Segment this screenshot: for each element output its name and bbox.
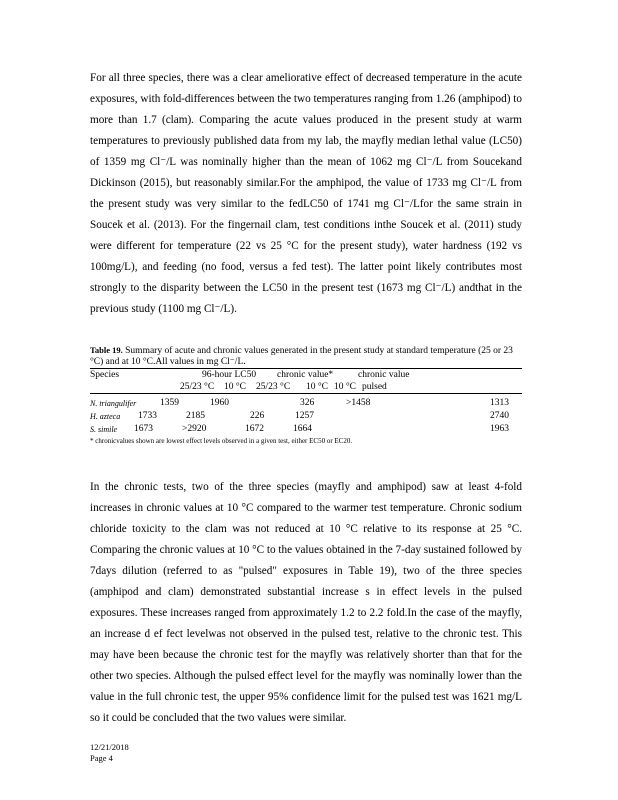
summary-table — [90, 345, 522, 446]
value-cell: 1963 — [490, 424, 509, 434]
footer-date: 12/21/2018 — [90, 742, 129, 752]
table-row — [90, 397, 522, 410]
value-cell: 2185 — [186, 411, 205, 421]
value-cell: 1664 — [293, 424, 312, 434]
page-footer — [90, 742, 129, 764]
header-temp-1: 25/23 °C — [180, 382, 215, 392]
header-acute: 96-hour LC50 — [202, 370, 257, 380]
paragraph-chronic-comparison: In the chronic tests, two of the three species (mayfly and amphipod) saw at least 4-fold increases in chronic values at 10 °C compared to the warmer test temperature. Chronic sodium chloride toxicity to the clam was not reduced at 10 °C relative to its response at 25 °C. Comparing the chronic values at 10 °C to the values obtained in the 7-day sustained followed by 7days dilution (referred to as "pulsed" exposures in Table 19), two of the three species (amphipod and clam) demonstrated substantial increase s in effect levels in the pulsed exposures. These increases ranged from approximately 1.2 to 2.2 fold.In the case of the mayfly, an increase d ef fect levelwas not observed in the pulsed test, relative to the chronic test. This may have been because the chronic test for the mayfly was relatively shorter than that for the other two species. Although the pulsed effect level for the mayfly was nominally lower than the value in the full chronic test, the upper 95% confidence limit for the pulsed test was 1621 mg/L so it could be concluded that the two values were similar. — [90, 481, 522, 724]
value-cell: 1257 — [295, 411, 314, 421]
header-chronic: chronic value* — [277, 370, 334, 380]
value-cell: >2920 — [182, 424, 207, 434]
value-cell: 1313 — [490, 398, 509, 408]
paragraph-acute-comparison: For all three species, there was a clear ameliorative effect of decreased temperature in the acute exposures, with fold-differences between the two temperatures ranging from 1.26 (amphipod) to more than 1.7 (clam). Comparing the acute values produced in the present study at warm temperatures to previously published data from my lab, the mayfly median lethal value (LC50) of 1359 mg Cl⁻/L was nominally higher than the mean of 1062 mg Cl⁻/L from Soucekand Dickinson (2015), but reasonably similar.For the amphipod, the value of 1733 mg Cl⁻/L from the present study was very similar to the fedLC50 of 1741 mg Cl⁻/Lfor the same strain in Soucek et al. (2013). For the fingernail clam, test conditions inthe Soucek et al. (2011) study were different for temperature (22 vs 25 °C for the present study), water hardness (192 vs 100mg/L), and feeding (no food, versus a fed test). The latter point likely contributes most strongly to the disparity between the LC50 in the present test (1673 mg Cl⁻/L) andthat in the previous study (1100 mg Cl⁻/L). — [90, 72, 522, 315]
table-header-row-1 — [90, 368, 522, 381]
table-footnote: * chronicvalues shown are lowest effect levels observed in a given test, either EC50 or EC20. — [90, 437, 353, 445]
header-temp-4: 10 °C — [306, 382, 329, 392]
value-cell: 1359 — [160, 398, 179, 408]
value-cell: 1960 — [210, 398, 229, 408]
table-header-row-2 — [90, 381, 522, 394]
value-cell: >1458 — [346, 398, 371, 408]
header-temp-3: 25/23 °C — [256, 382, 291, 392]
table-caption — [90, 345, 522, 368]
footer-page-number: Page 4 — [90, 753, 113, 763]
value-cell: 1733 — [138, 411, 157, 421]
value-cell: 2740 — [490, 411, 509, 421]
value-cell: 226 — [250, 411, 265, 421]
header-pulsed: pulsed — [362, 382, 387, 392]
table-row — [90, 423, 522, 436]
species-cell: N. triangulifer — [90, 399, 137, 408]
header-temp-5: 10 °C — [334, 382, 357, 392]
value-cell: 1672 — [245, 424, 264, 434]
value-cell: 1673 — [134, 424, 153, 434]
table-label: Table 19. — [90, 345, 123, 355]
species-cell: H. azteca — [90, 412, 121, 421]
species-cell: S. simile — [90, 425, 118, 434]
header-chronic-2: chronic value — [358, 370, 410, 380]
value-cell: 326 — [300, 398, 315, 408]
table-row — [90, 410, 522, 423]
table-caption-text: Summary of acute and chronic values generated in the present study at standard temperature (25 or 23 °C) and at 10 °C.All values in mg Cl⁻/L. — [90, 346, 513, 367]
header-species: Species — [90, 370, 120, 380]
header-temp-2: 10 °C — [224, 382, 247, 392]
